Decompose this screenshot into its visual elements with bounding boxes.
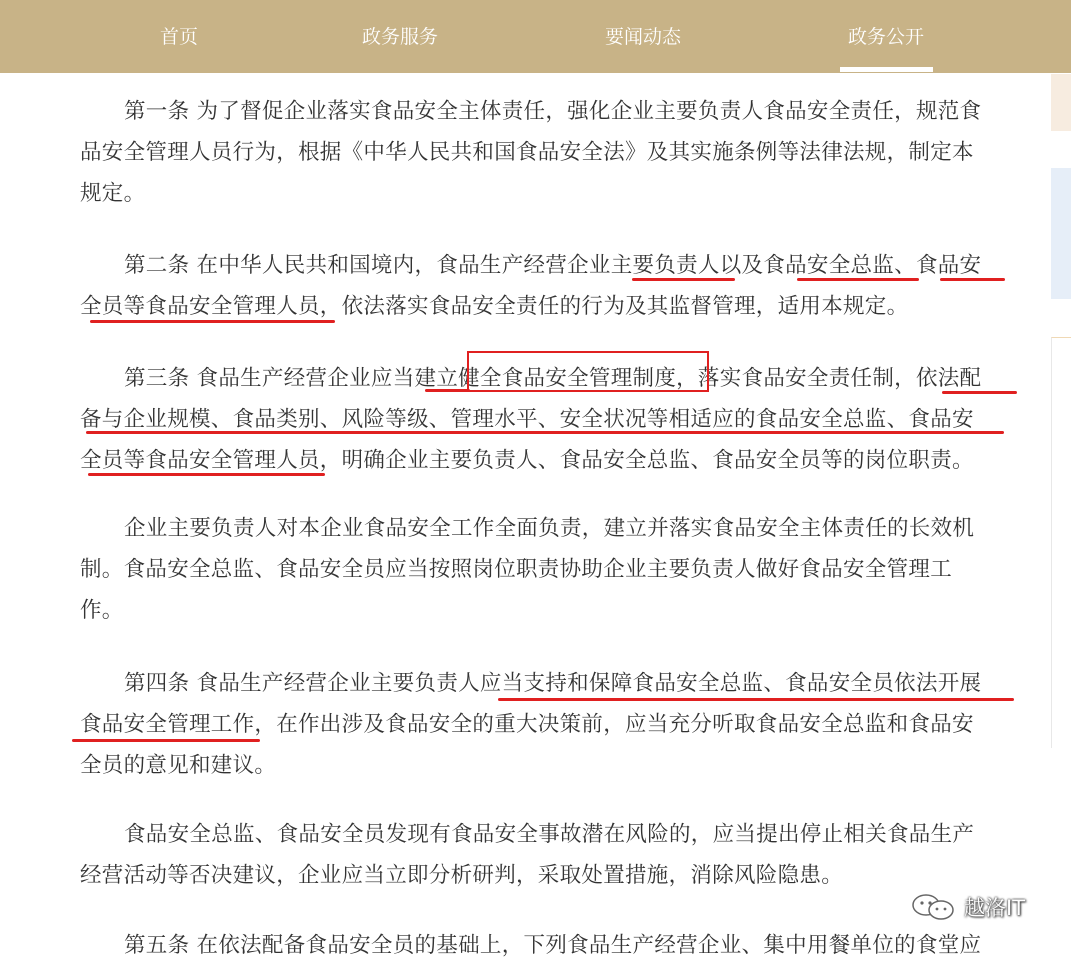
paragraph-line: 全员的意见和建议。 [80, 753, 277, 778]
article-body [0, 74, 1071, 958]
annotation-underline [90, 320, 335, 323]
paragraph-line: 食品安全总监、食品安全员发现有食品安全事故潜在风险的，应当提出停止相关食品生产 [124, 822, 975, 847]
annotation-underline [942, 391, 1017, 394]
active-tab-indicator [840, 67, 933, 72]
annotation-underline [72, 739, 260, 742]
wechat-icon [910, 892, 958, 922]
annotation-underline [632, 278, 735, 281]
paragraph-line: 全员等食品安全管理人员，依法落实食品安全责任的行为及其监督管理，适用本规定。 [80, 294, 909, 319]
paragraph-line: 备与企业规模、食品类别、风险等级、管理水平、安全状况等相适应的食品安全总监、食品安 [80, 407, 974, 432]
article-paragraph-7 [80, 925, 1025, 966]
article-paragraph-6 [80, 814, 1025, 896]
watermark-text: 越洛IT [964, 896, 1026, 920]
article-paragraph-5 [80, 663, 1025, 786]
watermark [910, 890, 1025, 924]
nav-item-news[interactable]: 要闻动态 [604, 26, 681, 48]
annotation-underline [88, 473, 325, 476]
article-paragraph-2 [80, 245, 1025, 327]
article-paragraph-4 [80, 508, 1025, 631]
article-paragraph-1 [80, 91, 1025, 214]
nav-item-government-services[interactable]: 政务服务 [361, 26, 438, 48]
paragraph-line: 作。 [80, 598, 124, 623]
paragraph-line: 第五条 在依法配备食品安全员的基础上，下列食品生产经营企业、集中用餐单位的食堂应 [124, 933, 982, 958]
paragraph-line: 经营活动等否决建议，企业应当立即分析研判，采取处置措施，消除风险隐患。 [80, 863, 844, 888]
annotation-underline [940, 278, 1005, 281]
nav-item-home[interactable]: 首页 [159, 26, 198, 48]
paragraph-line: 制。食品安全总监、食品安全员应当按照岗位职责协助企业主要负责人做好食品安全管理工 [80, 557, 953, 582]
paragraph-line: 规定。 [80, 181, 146, 206]
paragraph-line: 第三条 食品生产经营企业应当建立健全食品安全管理制度，落实食品安全责任制，依法配 [124, 366, 982, 391]
paragraph-line: 食品安全管理工作，在作出涉及食品安全的重大决策前，应当充分听取食品安全总监和食品安 [80, 712, 974, 737]
paragraph-line: 品安全管理人员行为，根据《中华人民共和国食品安全法》及其实施条例等法律法规，制定本 [80, 140, 974, 165]
annotation-underline [425, 389, 470, 392]
annotation-underline [797, 278, 919, 281]
nav-item-government-affairs-disclosure[interactable]: 政务公开 [847, 26, 924, 48]
annotation-underline [86, 431, 1004, 434]
paragraph-line: 企业主要负责人对本企业食品安全工作全面负责，建立并落实食品安全主体责任的长效机 [124, 516, 975, 541]
annotation-box [467, 351, 709, 392]
top-navigation-bar [0, 0, 1071, 73]
paragraph-line: 第四条 食品生产经营企业主要负责人应当支持和保障食品安全总监、食品安全员依法开展 [124, 671, 982, 696]
annotation-underline [498, 698, 1014, 701]
paragraph-line: 第二条 在中华人民共和国境内，食品生产经营企业主要负责人以及食品安全总监、食品安 [124, 253, 982, 278]
paragraph-line: 第一条 为了督促企业落实食品安全主体责任，强化企业主要负责人食品安全责任，规范食 [124, 99, 982, 124]
paragraph-line: 全员等食品安全管理人员，明确企业主要负责人、食品安全总监、食品安全员等的岗位职责。 [80, 448, 974, 473]
